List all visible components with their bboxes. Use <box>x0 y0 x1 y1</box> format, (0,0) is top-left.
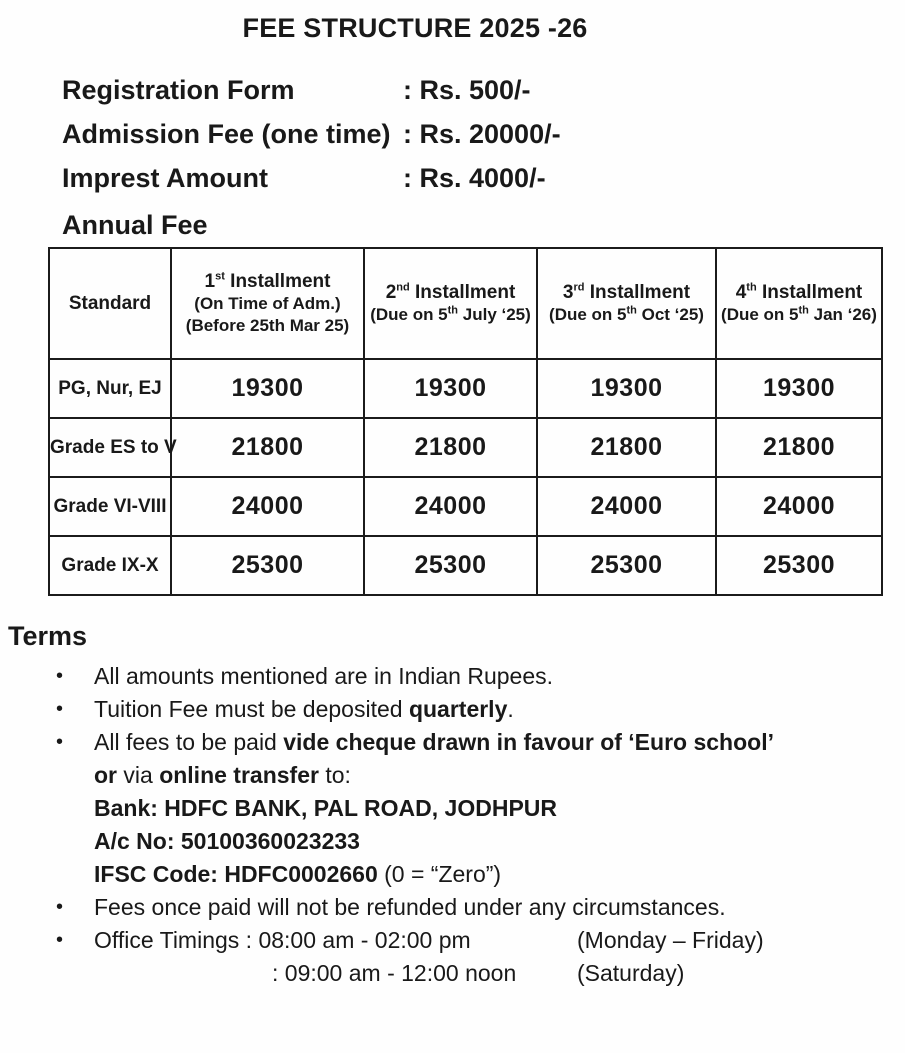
bullet-icon: • <box>56 929 64 951</box>
fee-label: Imprest Amount <box>62 163 269 193</box>
header-line-2: (Due on 5th Oct ‘25) <box>549 304 704 324</box>
header-line-2: (Due on 5th July ‘25) <box>370 304 531 324</box>
terms-item-payment-cont <box>8 759 905 792</box>
terms-text: Tuition Fee must be deposited quarterly. <box>94 696 514 722</box>
timing-hours: Office Timings : 08:00 am - 02:00 pm <box>94 927 471 953</box>
timing-days: (Monday – Friday) <box>577 927 764 953</box>
standard-cell: Grade ES to V <box>49 418 171 477</box>
standard-cell: PG, Nur, EJ <box>49 359 171 418</box>
standard-cell: Grade IX-X <box>49 536 171 595</box>
amount-cell: 21800 <box>537 418 716 477</box>
account-number: A/c No: 50100360023233 <box>94 828 360 854</box>
fee-row-imprest <box>62 156 905 200</box>
amount-cell: 25300 <box>171 536 364 595</box>
page-title: FEE STRUCTURE 2025 -26 <box>242 13 588 43</box>
terms-text: All amounts mentioned are in Indian Rupees. <box>94 663 554 689</box>
header-line-2: (Due on 5th Jan ‘26) <box>721 304 877 324</box>
table-header-row <box>49 248 882 359</box>
amount-cell: 24000 <box>537 477 716 536</box>
bullet-spacer <box>56 858 94 891</box>
bullet-icon: • <box>56 698 64 720</box>
amount-cell: 24000 <box>364 477 537 536</box>
bullet-spacer <box>56 825 94 858</box>
office-timings-line-1 <box>94 924 905 957</box>
office-timings-line-2 <box>94 957 905 990</box>
amount-cell: 25300 <box>537 536 716 595</box>
terms-item-refund <box>8 891 905 924</box>
header-installment-1 <box>171 248 364 359</box>
bullet-spacer <box>56 792 94 825</box>
table-row <box>49 477 882 536</box>
fee-value: : Rs. 500/- <box>403 75 531 105</box>
amount-cell: 21800 <box>716 418 882 477</box>
fee-value: : Rs. 20000/- <box>403 119 561 149</box>
terms-item-account <box>8 825 905 858</box>
bullet-spacer <box>56 957 94 990</box>
bullet-spacer <box>56 759 94 792</box>
table-row <box>49 418 882 477</box>
terms-item-bank <box>8 792 905 825</box>
amount-cell: 25300 <box>364 536 537 595</box>
terms-item-timings <box>8 924 905 957</box>
fee-row-admission <box>62 112 905 156</box>
bullet-icon: • <box>56 731 64 753</box>
fee-label: Admission Fee (one time) <box>62 119 391 149</box>
header-standard <box>49 248 171 359</box>
terms-text: or via online transfer to: <box>94 762 351 788</box>
fee-summary-list <box>62 68 905 200</box>
header-line-1: 3rd Installment <box>562 281 691 303</box>
amount-cell: 19300 <box>171 359 364 418</box>
ifsc-code: IFSC Code: HDFC0002660 (0 = “Zero”) <box>94 861 502 887</box>
amount-cell: 19300 <box>364 359 537 418</box>
header-installment-4 <box>716 248 882 359</box>
amount-cell: 24000 <box>171 477 364 536</box>
terms-item-quarterly <box>8 693 905 726</box>
header-label: Standard <box>68 293 152 314</box>
amount-cell: 21800 <box>171 418 364 477</box>
bullet-icon: • <box>56 896 64 918</box>
terms-item-ifsc <box>8 858 905 891</box>
terms-text: Fees once paid will not be refunded under any circumstances. <box>94 894 726 920</box>
terms-item-rupees <box>8 660 905 693</box>
header-line-1: 2nd Installment <box>385 281 516 303</box>
table-row <box>49 536 882 595</box>
header-line-3: (Before 25th Mar 25) <box>185 316 350 335</box>
header-line-2: (On Time of Adm.) <box>194 294 341 313</box>
amount-cell: 21800 <box>364 418 537 477</box>
standard-cell: Grade VI-VIII <box>49 477 171 536</box>
bank-detail: Bank: HDFC BANK, PAL ROAD, JODHPUR <box>94 795 558 821</box>
bullet-icon: • <box>56 665 64 687</box>
header-line-1: 1st Installment <box>204 270 331 292</box>
terms-item-payment <box>8 726 905 759</box>
annual-fee-table <box>48 247 883 596</box>
terms-item-timings-cont <box>8 957 905 990</box>
table-row <box>49 359 882 418</box>
header-line-1: 4th Installment <box>735 281 863 303</box>
timing-days: (Saturday) <box>577 960 685 986</box>
timing-hours: : 09:00 am - 12:00 noon <box>272 960 517 986</box>
header-installment-2 <box>364 248 537 359</box>
amount-cell: 19300 <box>537 359 716 418</box>
header-installment-3 <box>537 248 716 359</box>
amount-cell: 25300 <box>716 536 882 595</box>
amount-cell: 24000 <box>716 477 882 536</box>
amount-cell: 19300 <box>716 359 882 418</box>
fee-label: Registration Form <box>62 75 295 105</box>
terms-list <box>8 660 905 990</box>
terms-text: All fees to be paid vide cheque drawn in favour of ‘Euro school’ <box>94 729 774 755</box>
fee-value: : Rs. 4000/- <box>403 163 546 193</box>
fee-row-registration <box>62 68 905 112</box>
terms-section <box>8 620 905 990</box>
terms-heading: Terms <box>8 621 88 651</box>
annual-fee-heading: Annual Fee <box>62 210 208 240</box>
